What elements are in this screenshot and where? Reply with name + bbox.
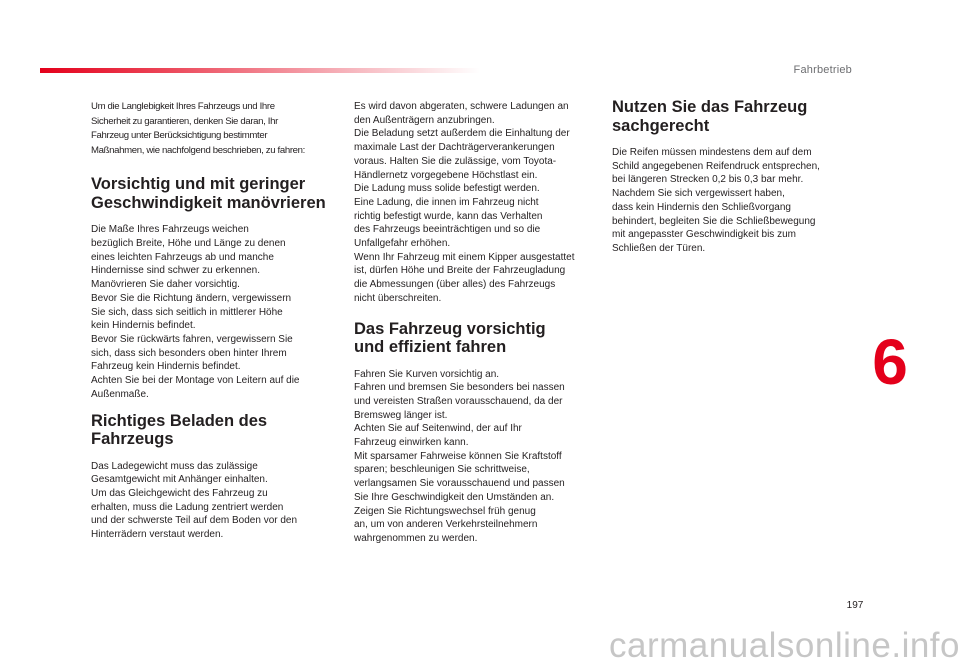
- header-accent-bar: [40, 68, 480, 73]
- heading-loading: Richtiges Beladen des Fahrzeugs: [91, 411, 268, 449]
- heading-manoeuvring: Vorsichtig und mit geringer Geschwindigkeit manövrieren: [91, 175, 326, 212]
- chapter-number: 6: [872, 326, 908, 398]
- paragraph-manoeuvring: Die Maße Ihres Fahrzeugs weichen bezüglich Breite, Höhe und Länge zu denen eines leichten Fahrzeugs ab und manche Hindernisse sind schwer zu erkennen. Manövrieren Sie daher vorsichtig. Bevor Sie die Richtung ändern, vergewissern Sie sich, dass sich seitlich in mittlerer Höhe kein Hindernis befindet. Bevor Sie rückwärts fahren, vergewissern Sie sich, dass sich besonders oben hinter Ihrem Fahrzeug kein Hindernis befindet. Achten Sie bei der Montage von Leitern auf die Außenmaße.: [91, 224, 300, 400]
- column-right: [612, 98, 856, 256]
- page-number: 197: [846, 600, 864, 611]
- paragraph-proper-use: Die Reifen müssen mindestens dem auf dem Schild angegebenen Reifendruck entsprechen, bei längeren Strecken 0,2 bis 0,3 bar mehr. Nachdem Sie sich vergewissert haben, dass kein Hindernis den Schließvorgang behindert, begleiten Sie die Schließbewegung mit angepasster Geschwindigkeit bis zum Schließen der Türen.: [612, 147, 820, 254]
- heading-careful-driving: Das Fahrzeug vorsichtig und effizient fahren: [354, 319, 546, 357]
- chapter-title: Fahrbetrieb: [793, 64, 852, 76]
- spacer: [91, 402, 331, 412]
- spacer: [354, 306, 596, 320]
- intro-text: Um die Langlebigkeit Ihres Fahrzeugs und Ihre Sicherheit zu garantieren, denken Sie daran, Ihr Fahrzeug unter Berücksichtigung bestimmter Maßnahmen, wie nachfolgend beschrieben, zu fahren:: [91, 101, 305, 156]
- paragraph-load-securing: Es wird davon abgeraten, schwere Ladungen an den Außenträgern anzubringen. Die Beladung setzt außerdem die Einhaltung der maximale Last der Dachträgerverankerungen voraus. Halten Sie die zulässige, vom Toyota- Händlernetz vorgegebene Höchstlast ein. Die Ladung muss solide befestigt werden. Eine Ladung, die innen im Fahrzeug nicht richtig befestigt wurde, kann das Verhalten des Fahrzeugs beeinträchtigen und so die Unfallgefahr erhöhen. Wenn Ihr Fahrzeug mit einem Kipper ausgestattet ist, dürfen Höhe und Breite der Fahrzeugladung die Abmessungen (über alles) des Fahrzeugs nicht überschreiten.: [354, 101, 575, 304]
- heading-proper-use: Nutzen Sie das Fahrzeug sachgerecht: [612, 98, 808, 135]
- watermark: carmanualsonline.info: [609, 626, 960, 665]
- paragraph-careful-driving: Fahren Sie Kurven vorsichtig an. Fahren und bremsen Sie besonders bei nassen und vereisten Straßen vorausschauend, da der Bremsweg länger ist. Achten Sie auf Seitenwind, der auf Ihr Fahrzeug einwirken kann. Mit sparsamer Fahrweise können Sie Kraftstoff sparen; beschleunigen Sie schrittweise, verlangsamen Sie vorausschauend und passen Sie Ihre Geschwindigkeit den Umständen an. Zeigen Sie Richtungswechsel früh genug an, um von anderen Verkehrsteilnehmern wahrgenommen zu werden.: [354, 368, 565, 544]
- paragraph-loading: Das Ladegewicht muss das zulässige Gesamtgewicht mit Anhänger einhalten. Um das Gleichgewicht des Fahrzeug zu erhalten, muss die Ladung zentriert werden und der schwerste Teil auf dem Boden vor den Hinterrädern verstaut werden.: [91, 460, 298, 541]
- column-middle: [354, 100, 596, 546]
- column-left: [91, 100, 331, 542]
